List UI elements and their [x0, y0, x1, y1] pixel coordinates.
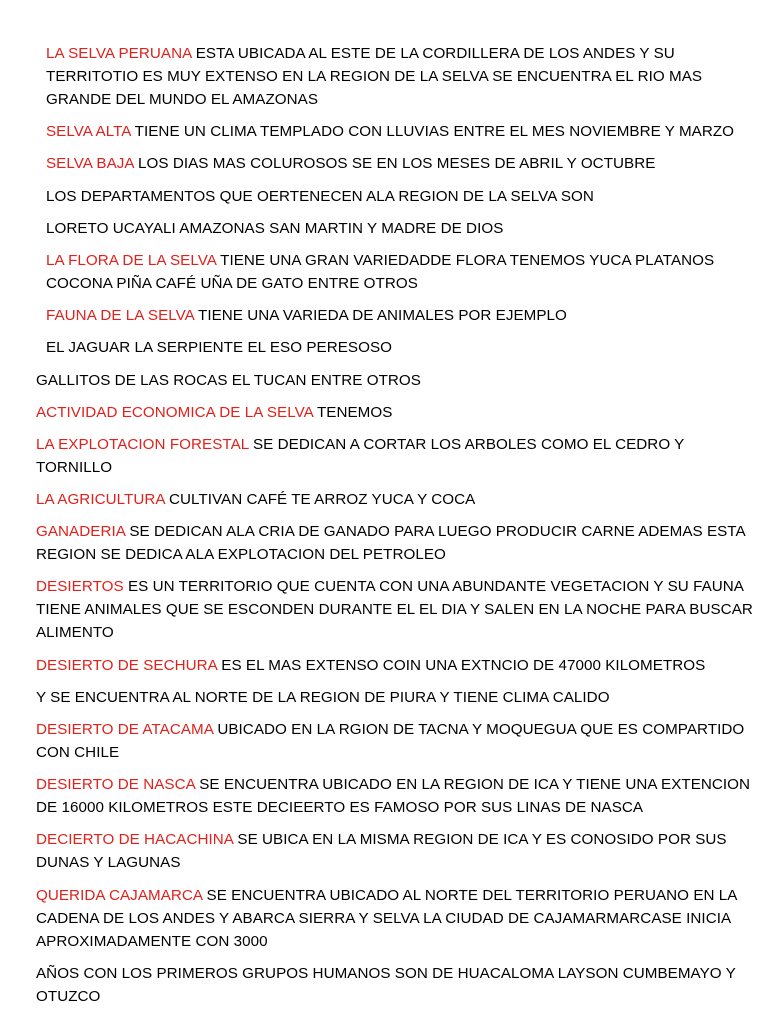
paragraph-text: SE UBICA EN LA MISMA REGION DE ICA Y ES CONOSIDO POR SUS DUNAS Y LAGUNAS: [36, 831, 727, 872]
heading-inline: DESIERTO DE NASCA: [36, 776, 195, 794]
paragraph-ganaderia: [0, 520, 768, 566]
paragraph-text: ESTA UBICADA AL ESTE DE LA CORDILLERA DE LOS ANDES Y SU TERRITOTIO ES MUY EXTENSO EN LA REGION DE LA SELVA SE ENCUENTRA EL RIO MAS GRANDE DEL MUNDO EL AMAZONAS: [46, 45, 703, 108]
paragraph-selva-baja: [0, 152, 768, 175]
paragraph-text: UBICADO EN LA RGION DE TACNA Y MOQUEGUA QUE ES COMPARTIDO CON CHILE: [36, 721, 745, 761]
paragraph-departamentos-list: [0, 217, 768, 240]
paragraph-selva-peruana: [0, 42, 768, 111]
paragraph-selva-alta: [0, 120, 768, 143]
heading-inline: DESIERTO DE SECHURA: [36, 656, 217, 674]
heading-inline: GANADERIA: [36, 523, 126, 541]
heading-inline: DESIERTOS: [36, 578, 124, 596]
paragraph-text: TENEMOS: [312, 403, 393, 421]
paragraph-fauna-examples-2: [0, 369, 768, 392]
heading-inline: LA SELVA PERUANA: [46, 45, 192, 62]
heading-inline: SELVA ALTA: [46, 123, 131, 141]
heading-inline: SELVA BAJA: [46, 155, 134, 173]
heading-inline: QUERIDA CAJAMARCA: [36, 886, 203, 904]
paragraph-text: Y SE ENCUENTRA AL NORTE DE LA REGION DE PIURA Y TIENE CLIMA CALIDO: [36, 688, 610, 706]
paragraph-text: ES EL MAS EXTENSO COIN UNA EXTNCIO DE 47000 KILOMETROS: [217, 656, 706, 674]
heading-inline: FAUNA DE LA SELVA: [46, 307, 195, 325]
paragraph-text: LOS DEPARTAMENTOS QUE OERTENECEN ALA REGION DE LA SELVA SON: [46, 187, 594, 205]
paragraph-text: SE ENCUENTRA UBICADO EN LA REGION DE ICA Y TIENE UNA EXTENCION DE 16000 KILOMETROS ESTE DECIEERTO ES FAMOSO POR SUS LINAS DE NASCA: [36, 776, 751, 817]
paragraph-cajamarca: [0, 884, 768, 953]
paragraph-text: SE ENCUENTRA UBICADO AL NORTE DEL TERRITORIO PERUANO EN LA CADENA DE LOS ANDES Y ABARCA SIERRA Y SELVA LA CIUDAD DE CAJAMARMARCASE INICIA APROXIMADAMENTE CON 3000: [36, 886, 737, 950]
heading-inline: LA FLORA DE LA SELVA: [46, 251, 217, 269]
paragraph-text: CULTIVAN CAFÉ TE ARROZ YUCA Y COCA: [164, 491, 476, 509]
paragraph-text: TIENE UN CLIMA TEMPLADO CON LLUVIAS ENTRE EL MES NOVIEMBRE Y MARZO: [130, 123, 735, 141]
paragraph-hacachina: [0, 828, 768, 874]
paragraph-departamentos: [0, 185, 768, 208]
paragraph-desiertos: [0, 575, 768, 644]
paragraph-explotacion-forestal: [0, 433, 768, 479]
paragraph-text: LOS DIAS MAS COLUROSOS SE EN LOS MESES DE ABRIL Y OCTUBRE: [133, 155, 656, 173]
heading-inline: ACTIVIDAD ECONOMICA DE LA SELVA: [36, 403, 313, 421]
paragraph-atacama: [0, 718, 768, 764]
heading-inline: DESIERTO DE ATACAMA: [36, 721, 214, 738]
paragraph-text: TIENE UNA VARIEDA DE ANIMALES POR EJEMPLO: [194, 307, 567, 325]
paragraph-text: AÑOS CON LOS PRIMEROS GRUPOS HUMANOS SON DE HUACALOMA LAYSON CUMBEMAYO Y OTUZCO: [36, 964, 736, 1005]
heading-inline: LA AGRICULTURA: [36, 491, 165, 509]
heading-inline: DECIERTO DE HACACHINA: [36, 831, 234, 849]
paragraph-fauna: [0, 304, 768, 327]
paragraph-sechura: [0, 654, 768, 677]
paragraph-text: EL JAGUAR LA SERPIENTE EL ESO PERESOSO: [46, 339, 392, 357]
paragraph-text: SE DEDICAN A CORTAR LOS ARBOLES COMO EL CEDRO Y TORNILLO: [36, 435, 685, 476]
paragraph-cajamarca-history: [0, 962, 768, 1008]
paragraph-fauna-examples: [0, 336, 768, 359]
paragraph-nasca: [0, 773, 768, 819]
paragraph-text: TIENE UNA GRAN VARIEDADDE FLORA TENEMOS YUCA PLATANOS COCONA PIÑA CAFÉ UÑA DE GATO ENTRE OTROS: [46, 251, 715, 292]
paragraph-flora: [0, 249, 768, 295]
paragraph-agricultura: [0, 488, 768, 511]
heading-inline: LA EXPLOTACION FORESTAL: [36, 435, 249, 453]
paragraph-actividad-economica: [0, 401, 768, 424]
paragraph-text: LORETO UCAYALI AMAZONAS SAN MARTIN Y MADRE DE DIOS: [46, 219, 504, 237]
paragraph-sechura-location: [0, 686, 768, 709]
paragraph-text: GALLITOS DE LAS ROCAS EL TUCAN ENTRE OTROS: [36, 371, 421, 389]
paragraph-text: SE DEDICAN ALA CRIA DE GANADO PARA LUEGO PRODUCIR CARNE ADEMAS ESTA REGION SE DEDICA ALA EXPLOTACION DEL PETROLEO: [36, 523, 745, 564]
paragraph-text: ES UN TERRITORIO QUE CUENTA CON UNA ABUNDANTE VEGETACION Y SU FAUNA TIENE ANIMALES QUE SE ESCONDEN DURANTE EL EL DIA Y SALEN EN LA NOCHE PARA BUSCAR ALIMENTO: [36, 578, 753, 642]
